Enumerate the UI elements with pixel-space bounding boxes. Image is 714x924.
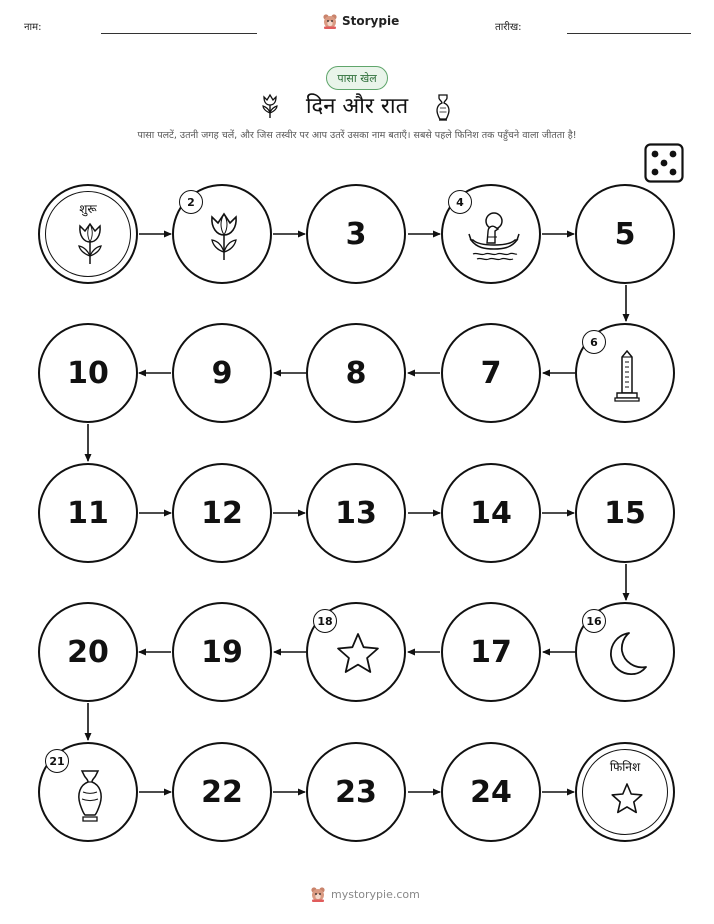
cell-number: 13 <box>335 495 377 531</box>
game-type-badge: पासा खेल <box>326 66 388 90</box>
cell-number: 8 <box>345 355 367 391</box>
start-label: शुरू <box>79 202 97 216</box>
cell-number: 7 <box>480 355 502 391</box>
board-cell-14 <box>441 463 541 563</box>
cell-number: 14 <box>470 495 512 531</box>
cell-number: 17 <box>470 634 512 670</box>
page-title: दिन और रात <box>305 94 409 119</box>
cell-number-badge-4: 4 <box>448 190 472 214</box>
instructions: पासा पलटें, उतनी जगह चलें, और जिस तस्वीर पर आप उतरें उसका नाम बताएँ। सबसे पहले फिनिश तक पहुँचने वाला जीतता है! <box>137 130 577 141</box>
board-cell-24 <box>441 742 541 842</box>
tulip-icon <box>205 212 243 262</box>
cell-number: 9 <box>211 355 233 391</box>
board-cell-11 <box>38 463 138 563</box>
cell-number: 23 <box>335 774 377 810</box>
date-label: तारीख: <box>495 22 522 33</box>
tulip-icon <box>74 222 106 266</box>
cell-number: 19 <box>201 634 243 670</box>
board-cell-19 <box>172 602 272 702</box>
footer <box>310 886 420 902</box>
cell-number-badge-2: 2 <box>179 190 203 214</box>
cell-number-badge-6: 6 <box>582 330 606 354</box>
footer-url[interactable]: mystorypie.com <box>331 887 420 901</box>
board-cell-13 <box>306 463 406 563</box>
vase-icon <box>74 768 106 824</box>
board-cell-10 <box>38 323 138 423</box>
cell-number: 20 <box>67 634 109 670</box>
name-label: नाम: <box>24 22 42 33</box>
board-cell-3 <box>306 184 406 284</box>
crescent-moon-icon <box>605 630 649 678</box>
board-cell-22 <box>172 742 272 842</box>
cell-number: 12 <box>201 495 243 531</box>
board-cell-12 <box>172 463 272 563</box>
cell-number: 22 <box>201 774 243 810</box>
board-cell-finish <box>575 742 675 842</box>
cell-number: 10 <box>67 355 109 391</box>
cell-number-badge-21: 21 <box>45 749 69 773</box>
board-cell-20 <box>38 602 138 702</box>
board-cell-8 <box>306 323 406 423</box>
cell-number: 11 <box>67 495 109 531</box>
cell-number: 24 <box>470 774 512 810</box>
bear-logo-icon <box>310 886 326 902</box>
star-icon <box>335 631 381 677</box>
finish-label: फिनिश <box>609 760 641 774</box>
board-cell-15 <box>575 463 675 563</box>
cell-number: 5 <box>614 216 636 252</box>
board-cell-7 <box>441 323 541 423</box>
star-icon <box>610 782 644 816</box>
board-cell-9 <box>172 323 272 423</box>
cell-number-badge-16: 16 <box>582 609 606 633</box>
brand-name: Storypie <box>342 14 400 28</box>
cell-number-badge-18: 18 <box>313 609 337 633</box>
obelisk-icon <box>613 349 641 403</box>
board-cell-5 <box>575 184 675 284</box>
cell-number: 3 <box>345 216 367 252</box>
cell-number: 15 <box>604 495 646 531</box>
board-cell-17 <box>441 602 541 702</box>
board-cell-start <box>38 184 138 284</box>
sun-boat-icon <box>467 210 521 264</box>
board-cell-23 <box>306 742 406 842</box>
